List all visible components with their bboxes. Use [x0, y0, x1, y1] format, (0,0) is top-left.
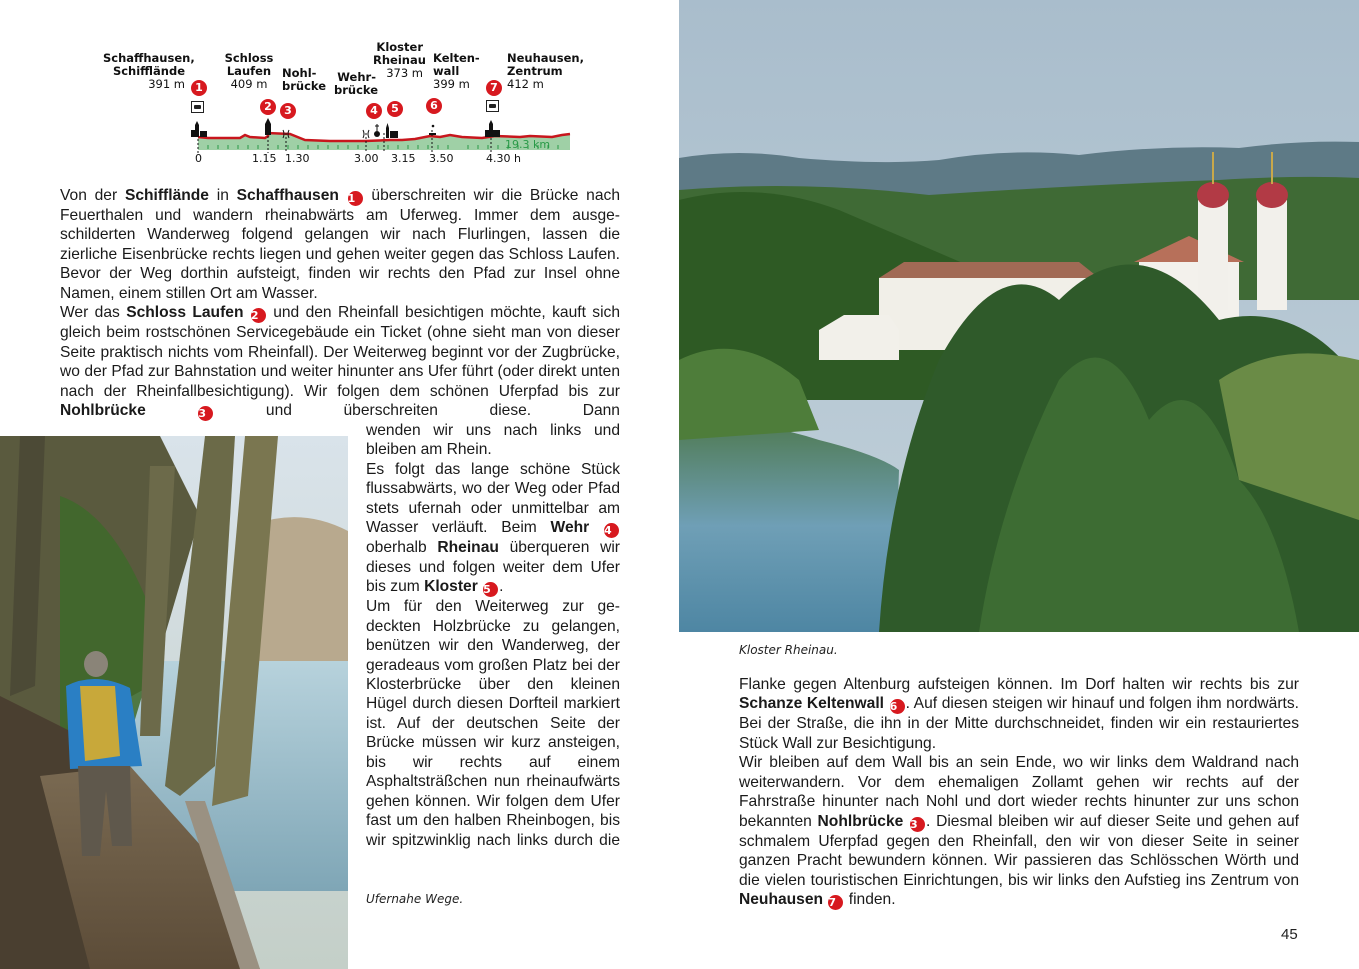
castle-icon [265, 118, 271, 135]
photo-caption-left: Ufernahe Wege. [366, 892, 464, 906]
elevation-profile [90, 38, 590, 173]
time-tick: 4.30 h [486, 152, 521, 165]
time-tick: 1.15 [252, 152, 277, 165]
time-tick: 3.15 [391, 152, 416, 165]
station-marker-7: 7 [486, 80, 502, 96]
photo-caption-right: Kloster Rheinau. [739, 643, 838, 657]
photo-kloster-rheinau [679, 0, 1359, 632]
station-label-5: Kloster Rheinau 373 m [373, 40, 426, 80]
wall-icon [429, 125, 436, 135]
time-tick: 0 [195, 152, 202, 165]
text-column-narrow [366, 421, 620, 850]
paragraph: Um für den Weiterweg zur gedeckten Holzbrücke zu gelangen, benützen wir den Wanderweg, der geradeaus vom großen Platz bei der Klosterbrücke über den kleinen Hügel durch diesen Dorfteil markiert ist. Auf der deutschen Seite der Brücke müssen wir kurz ansteigen, bis wir rechts auf einem Asphaltsträßchen nun rheinaufwärts gehen können. Wir folgen dem Ufer fast um den halben Rheinbogen, bis wir spitzwinklig nach links durch die [366, 598, 620, 849]
bus-icon [486, 100, 499, 112]
time-tick: 3.00 [354, 152, 379, 165]
station-marker-6: 6 [426, 98, 442, 114]
station-label-2: Schloss Laufen 409 m [224, 51, 274, 91]
station-label-3: Nohl- brücke [282, 66, 327, 93]
station-marker-4: 4 [366, 103, 382, 119]
station-marker-5: 5 [387, 101, 403, 117]
time-tick: 3.50 [429, 152, 454, 165]
waypoint-marker: 2 [251, 308, 266, 323]
page-number: 45 [1281, 926, 1298, 943]
town-icon-start [191, 121, 207, 137]
text-column-right [739, 675, 1299, 910]
bus-icon [191, 101, 204, 113]
station-label-7: Neuhausen, Zentrum 412 m [507, 51, 584, 91]
paragraph: wenden wir uns nach links und bleiben am Rhein. [366, 422, 620, 459]
monastery-icon [374, 123, 398, 138]
distance-label: 19.3 km [505, 138, 551, 151]
time-tick: 1.30 [285, 152, 310, 165]
paragraph: Flanke gegen Altenburg aufsteigen können. Im Dorf halten wir rechts bis zur Schanze Keltenwall 6 . Auf diesen steigen wir hinauf und folgen ihm nordwärts. Bei der Straße, die ihn in der Mitte durchschneidet, finden wir ein restauriertes Stück Wall zur Besichtigung. [739, 676, 1299, 752]
text-column-left [60, 186, 620, 421]
station-marker-1: 1 [191, 80, 207, 96]
station-label-4: Wehr- brücke [334, 70, 379, 97]
station-marker-3: 3 [280, 103, 296, 119]
waypoint-marker: 5 [483, 582, 498, 597]
photo-hiker-riverside [0, 436, 348, 969]
waypoint-marker: 3 [198, 406, 213, 421]
paragraph: Es folgt das lange schöne Stück flussabwärts, wo der Weg oder Pfad stets ufernah oder unmittelbar am Wasser verläuft. Beim Wehr 4 oberhalb Rheinau überqueren wir dieses und folgen weiter dem Ufer bis zum Kloster 5 . [366, 460, 620, 597]
station-marker-2: 2 [260, 99, 276, 115]
waypoint-marker: 1 [348, 191, 363, 206]
station-label-6: Kelten- wall 399 m [433, 51, 480, 91]
station-label-1: Schaffhausen, Schifflände 391 m [103, 51, 195, 91]
waypoint-marker: 4 [604, 523, 619, 538]
paragraph: Wer das Schloss Laufen 2 und den Rheinfall besichtigen möchte, kauft sich gleich beim rostschönen Servicegebäude ein Ticket (ohne sieht man von dieser Seite praktisch nichts vom Rheinfall). Der Weiterweg beginnt vor der Zugbrücke, wo der Pfad zur Bahnstation und weiter hinunter ans Ufer führt (oder direkt unten nach der Rheinfallbesichtigung). Wir folgen dem schönen Uferpfad bis zur Nohlbrücke 3 und überschreiten diese. Dann [60, 304, 621, 421]
paragraph: Wir bleiben auf dem Wall bis an sein Ende, wo wir links dem Waldrand nach weiterwandern. Vor dem ehemaligen Zollamt gehen wir rechts auf der Fahrstraße hinunter nach Nohl und dort wieder rechts hinunter zur uns schon bekannten Nohlbrücke 3 . Diesmal bleiben wir auf dieser Seite und gehen auf schmalem Uferpfad gegen den Rheinfall, den wir von dieser Seite in seiner ganzen Pracht bewundern können. Wir passieren das Schlösschen Wörth und die vielen touristischen Einrichtungen, bis wir links den Aufstieg ins Zentrum von Neuhausen 7 finden. [739, 754, 1300, 910]
town-icon-end [485, 120, 500, 137]
waypoint-marker: 7 [828, 895, 843, 910]
paragraph: Von der Schifflände in Schaffhausen 1 überschreiten wir die Brücke nach Feuerthalen und wandern rheinabwärts am Uferweg. Immer dem ausgeschilderten Wanderweg folgend gelangen wir nach Flurlingen, lassen die zierliche Eisenbrücke rechts liegen und gehen weiter gegen das Schloss Laufen. Bevor der Weg dorthin aufsteigt, finden wir rechts den Pfad zur Insel ohne Namen, einem stillen Ort am Wasser. [60, 187, 620, 302]
waypoint-marker: 6 [890, 699, 905, 714]
waypoint-marker: 3 [910, 817, 925, 832]
